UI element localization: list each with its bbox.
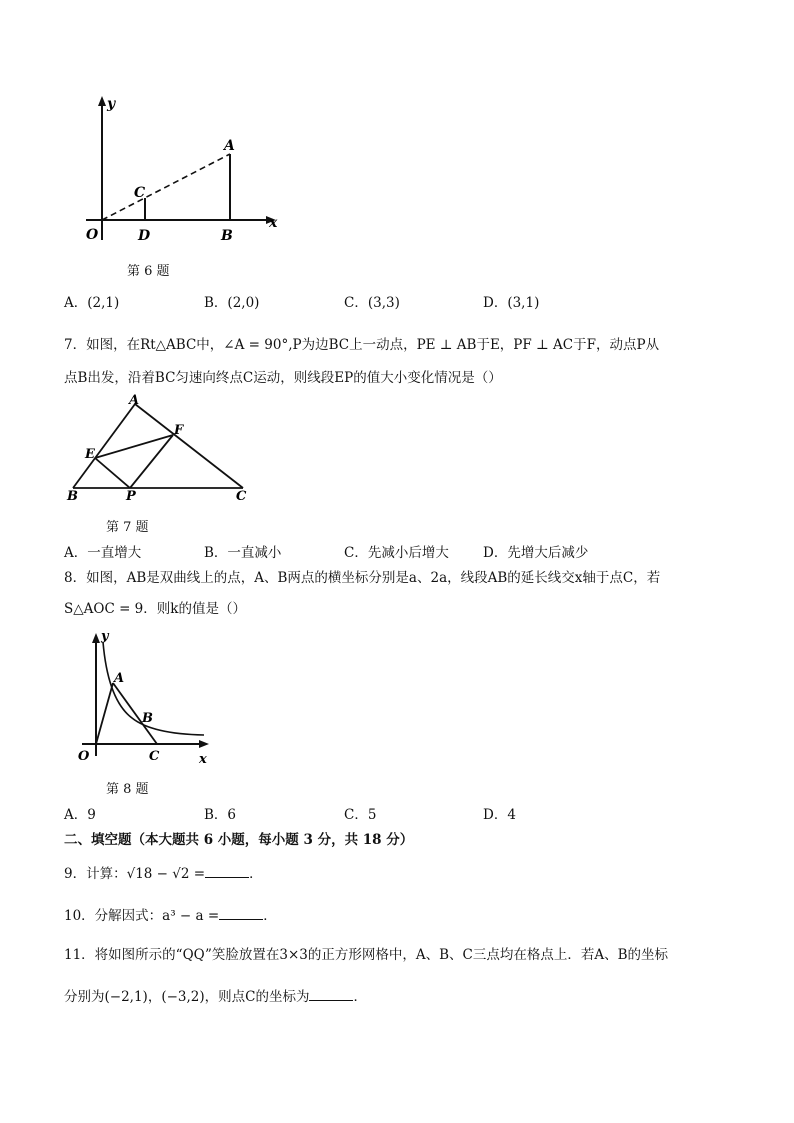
q6-label-y: y (107, 96, 116, 112)
q8-option-b[interactable]: B．6 (204, 807, 237, 823)
q8-option-c[interactable]: C．5 (344, 807, 377, 823)
q9-line (64, 862, 263, 882)
q7-stem-line2: 点B出发，沿着BC匀速向终点C运动，则线段EP的值大小变化情况是（） (64, 370, 502, 386)
q9-answer-blank[interactable] (205, 864, 249, 878)
q7-label-a: A (129, 393, 140, 408)
q7-side-ac (135, 404, 243, 488)
q11-answer-blank[interactable] (309, 987, 353, 1001)
q8-stem-line2: S△AOC = 9．则k的值是（） (64, 601, 246, 617)
q7-option-c[interactable]: C．先减小后增大 (344, 545, 449, 561)
q6-y-arrow (98, 96, 106, 106)
q8-option-d[interactable]: D．4 (483, 807, 516, 823)
q8-label-b: B (142, 711, 153, 726)
q8-x-arrow (199, 740, 209, 748)
q8-label-c: C (149, 749, 160, 764)
q7-label-b: B (67, 489, 78, 504)
q11-stem-line1: 11．将如图所示的“QQ”笑脸放置在3×3的正方形网格中，A、B、C三点均在格点上．若A、B的坐标 (64, 947, 669, 963)
q10-text: 10．分解因式：a³ − a = (64, 908, 220, 924)
q6-caption: 第 6 题 (127, 264, 170, 279)
q7-option-d[interactable]: D．先增大后减少 (483, 545, 589, 561)
q7-figure (60, 392, 260, 504)
q9-end: ． (249, 866, 263, 882)
q10-end: ． (263, 908, 277, 924)
q7-label-f: F (174, 423, 184, 438)
q6-option-b[interactable]: B．(2,0) (204, 295, 260, 311)
q7-label-c: C (236, 489, 247, 504)
q7-segment-ep (95, 458, 130, 488)
q8-options (64, 803, 744, 823)
q10-answer-blank[interactable] (219, 906, 263, 920)
q9-text: 9．计算：√18 − √2 = (64, 866, 206, 882)
q8-label-x: x (199, 752, 207, 767)
q7-segment-ef (95, 435, 173, 458)
q7-label-e: E (85, 447, 95, 462)
q6-option-d[interactable]: D．(3,1) (483, 295, 540, 311)
q6-label-c: C (134, 185, 146, 201)
q6-label-o: O (86, 227, 99, 243)
q8-option-a[interactable]: A．9 (64, 807, 96, 823)
q7-label-p: P (126, 489, 136, 504)
q8-caption: 第 8 题 (106, 782, 149, 797)
q6-label-b: B (221, 228, 233, 244)
q7-caption: 第 7 题 (106, 520, 149, 535)
q6-figure (76, 94, 286, 246)
q7-options (64, 541, 744, 561)
q6-option-a[interactable]: A．(2,1) (64, 295, 120, 311)
q8-y-arrow (92, 633, 100, 643)
q6-label-d: D (138, 228, 151, 244)
q8-label-y: y (101, 630, 109, 644)
section2-title: 二、填空题（本大题共 6 小题，每小题 3 分，共 18 分） (64, 832, 414, 848)
q7-segment-pf (130, 435, 173, 488)
q7-side-ab (73, 404, 135, 488)
q7-stem-line1: 7．如图，在Rt△ABC中，∠A = 90°,P为边BC上一动点，PE ⊥ AB于E，PF ⊥ AC于F，动点P从 (64, 337, 660, 353)
q7-option-b[interactable]: B．一直减小 (204, 545, 282, 561)
q6-label-x: x (269, 215, 278, 231)
q6-options (64, 291, 744, 311)
q6-option-c[interactable]: C．(3,3) (344, 295, 400, 311)
q11-line2 (64, 985, 367, 1005)
q8-hyperbola (103, 642, 204, 735)
q8-label-o: O (78, 749, 90, 764)
q11-end: ． (353, 989, 367, 1005)
q11-text: 分别为(−2,1)，(−3,2)，则点C的坐标为 (64, 989, 310, 1005)
q7-option-a[interactable]: A．一直增大 (64, 545, 142, 561)
q6-label-a: A (224, 138, 235, 154)
q8-figure (72, 630, 217, 768)
q6-dashed-oa (102, 154, 230, 220)
q8-label-a: A (114, 671, 125, 686)
q8-stem-line1: 8．如图，AB是双曲线上的点，A、B两点的横坐标分别是a、2a，线段AB的延长线交x轴于点C，若 (64, 570, 661, 586)
q10-line (64, 904, 277, 924)
q8-segment-oa (96, 683, 113, 744)
